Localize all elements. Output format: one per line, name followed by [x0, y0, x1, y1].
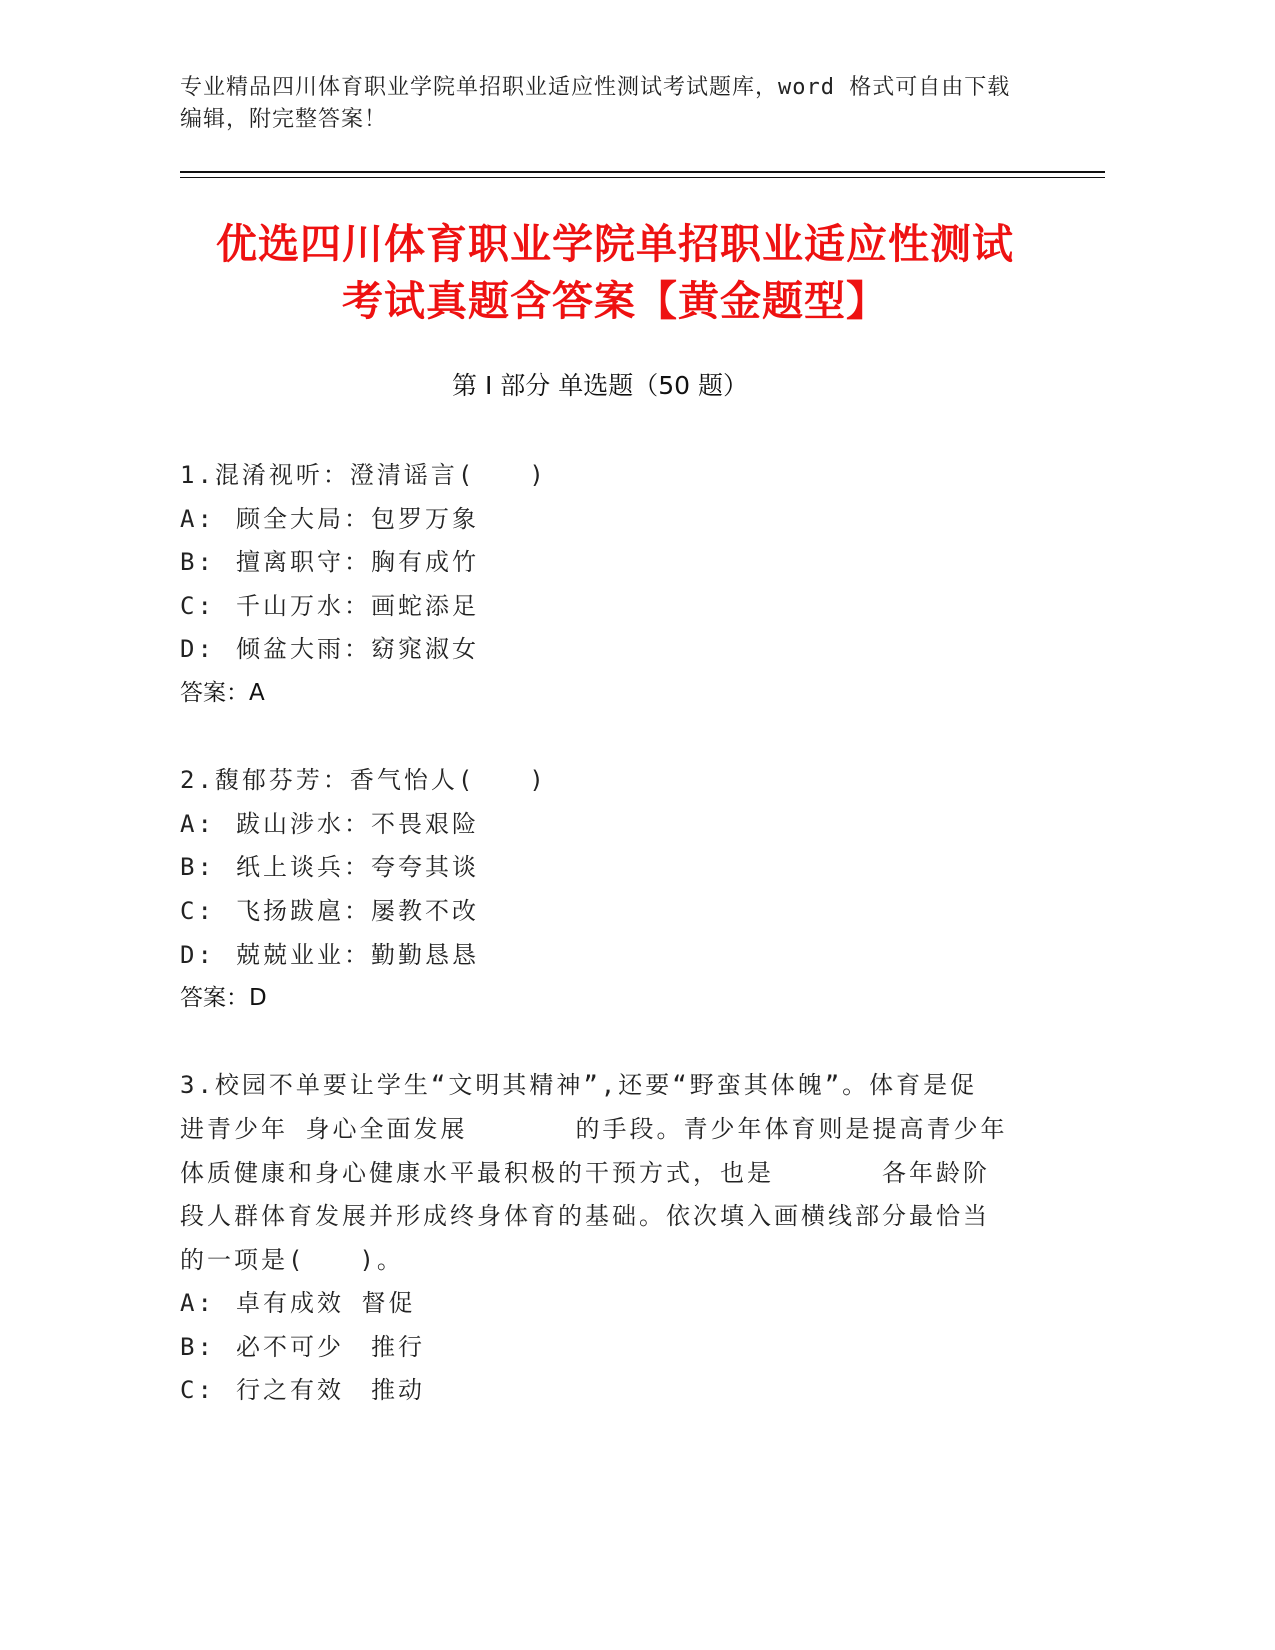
- document-title-line-1: 优选四川体育职业学院单招职业适应性测试: [216, 220, 1014, 268]
- option-letter: B:: [180, 853, 215, 882]
- option-item: [180, 1282, 1050, 1326]
- question-block: [180, 759, 1050, 1021]
- option-letter: C:: [180, 896, 215, 925]
- spacer: [180, 1021, 1050, 1065]
- document-title: [150, 216, 1080, 330]
- option-text: 飞扬跋扈：屡教不改: [236, 896, 479, 925]
- answer-line: 答案：D: [180, 985, 267, 1012]
- header-divider-thick: [180, 171, 1105, 173]
- option-item: [180, 890, 1050, 934]
- question-block: [180, 1064, 1050, 1413]
- option-letter: B:: [180, 548, 215, 577]
- header-divider-thin: [180, 177, 1105, 178]
- question-stem-line: 的一项是( )。: [180, 1245, 404, 1274]
- question-block: [180, 454, 1050, 716]
- option-letter: B:: [180, 1332, 215, 1361]
- option-item: [180, 541, 1050, 585]
- option-letter: C:: [180, 591, 215, 620]
- option-text: 跋山涉水：不畏艰险: [236, 809, 479, 838]
- section-title: 第 I 部分 单选题（50 题）: [452, 371, 748, 400]
- option-text: 千山万水：画蛇添足: [236, 591, 479, 620]
- option-letter: A:: [180, 1289, 215, 1318]
- option-item: [180, 628, 1050, 672]
- question-list: [180, 454, 1050, 1413]
- option-letter: A:: [180, 504, 215, 533]
- option-letter: C:: [180, 1376, 215, 1405]
- option-text: 顾全大局：包罗万象: [236, 504, 479, 533]
- question-stem-line: 进青少年 身心全面发展 的手段。青少年体育则是提高青少年: [180, 1114, 1008, 1143]
- header-note-line-2: 编辑，附完整答案！: [180, 107, 388, 132]
- header-note: [180, 72, 1060, 136]
- option-item: [180, 846, 1050, 890]
- option-letter: D:: [180, 635, 215, 664]
- option-text: 行之有效 推动: [236, 1376, 425, 1405]
- option-letter: A:: [180, 809, 215, 838]
- option-text: 倾盆大雨：窈窕淑女: [236, 635, 479, 664]
- answer-line: 答案：A: [180, 679, 265, 706]
- option-item: [180, 803, 1050, 847]
- option-item: [180, 585, 1050, 629]
- option-item: [180, 498, 1050, 542]
- document-title-line-2: 考试真题含答案【黄金题型】: [342, 277, 888, 325]
- question-stem-line: 3.校园不单要让学生“文明其精神”,还要“野蛮其体魄”。体育是促: [180, 1071, 978, 1100]
- option-text: 卓有成效 督促: [236, 1289, 416, 1318]
- option-text: 纸上谈兵：夸夸其谈: [236, 853, 479, 882]
- spacer: [180, 716, 1050, 760]
- option-item: [180, 934, 1050, 978]
- option-text: 必不可少 推行: [236, 1332, 425, 1361]
- question-stem: 1.混淆视听：澄清谣言( ): [180, 461, 547, 489]
- option-letter: D:: [180, 940, 215, 969]
- header-note-line-1: 专业精品四川体育职业学院单招职业适应性测试考试题库，word 格式可自由下载: [180, 75, 1011, 100]
- option-text: 擅离职守：胸有成竹: [236, 548, 479, 577]
- option-item: [180, 1369, 1050, 1413]
- question-stem-line: 段人群体育发展并形成终身体育的基础。依次填入画横线部分最恰当: [180, 1202, 990, 1231]
- option-item: [180, 1326, 1050, 1370]
- question-stem: 2.馥郁芬芳：香气怡人( ): [180, 766, 547, 795]
- question-stem-line: 体质健康和身心健康水平最积极的干预方式，也是 各年龄阶: [180, 1158, 990, 1187]
- option-text: 兢兢业业：勤勤恳恳: [236, 940, 479, 969]
